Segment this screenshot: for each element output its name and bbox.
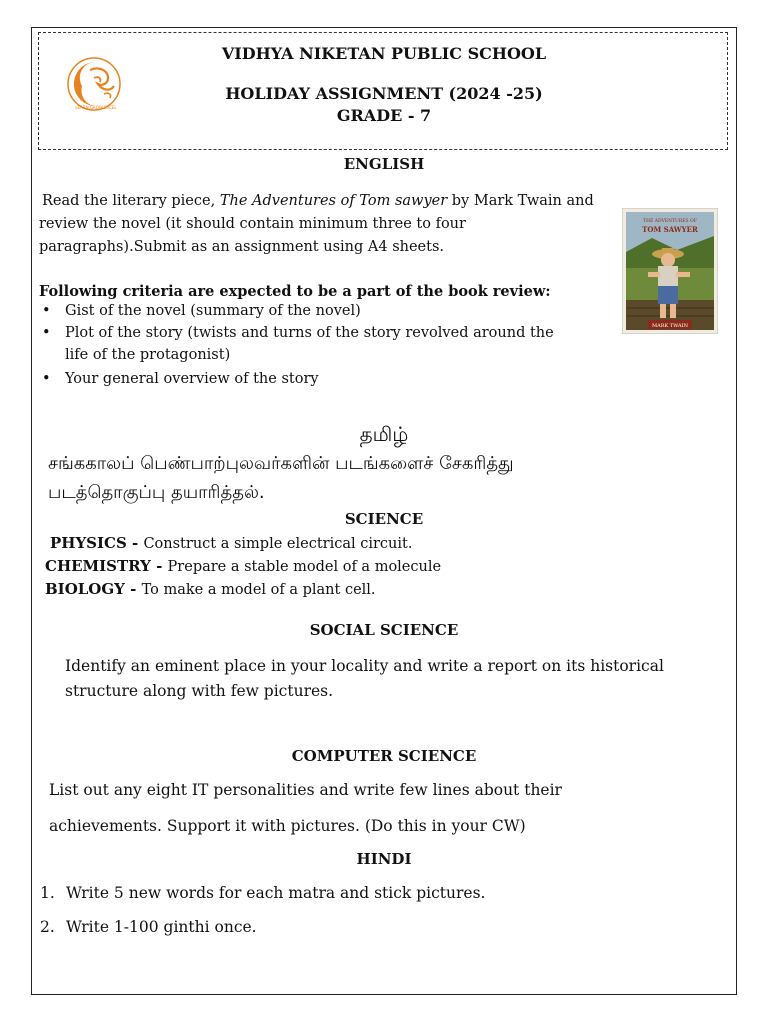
logo-motto: LEARN GROW EXCEL	[75, 105, 117, 110]
hindi-heading: HINDI	[356, 850, 412, 868]
social-line1: Identify an eminent place in your locality and write a report on its historical	[65, 657, 664, 675]
chemistry-label: CHEMISTRY -	[45, 557, 168, 575]
hindi-item-text: Write 1-100 ginthi once.	[66, 918, 257, 936]
science-heading: SCIENCE	[344, 510, 424, 528]
book-title-text: TOM SAWYER	[642, 225, 698, 234]
physics-line	[50, 532, 412, 556]
criteria-item: • Your general overview of the story	[39, 368, 599, 390]
grade-label: GRADE - 7	[336, 106, 432, 125]
physics-text: Construct a simple electrical circuit.	[143, 536, 413, 552]
tamil-line1: சங்ககாலப் பெண்பாற்புலவர்களின் படங்களைச் சேகரித்து	[48, 453, 514, 474]
biology-label: BIOLOGY -	[45, 580, 142, 598]
hindi-item-number: 2.	[40, 918, 55, 936]
intro-line2: review the novel (it should contain minimum three to four	[39, 216, 466, 232]
tamil-line2: படத்தொகுப்பு தயாரித்தல்.	[48, 482, 265, 503]
criteria-heading: Following criteria are expected to be a part of the book review:	[39, 283, 551, 300]
school-name: VIDHYA NIKETAN PUBLIC SCHOOL	[221, 44, 547, 63]
criteria-list	[39, 300, 599, 390]
hindi-item-text: Write 5 new words for each matra and stick pictures.	[66, 884, 486, 902]
physics-label: PHYSICS -	[50, 534, 144, 552]
social-text	[65, 654, 664, 704]
computer-line2: achievements. Support it with pictures. (Do this in your CW)	[49, 817, 526, 835]
computer-line1: List out any eight IT personalities and write few lines about their	[49, 781, 562, 799]
intro-post: by Mark Twain and	[447, 193, 594, 209]
tamil-heading: தமிழ்	[359, 422, 409, 446]
computer-heading: COMPUTER SCIENCE	[291, 747, 477, 765]
assignment-title: HOLIDAY ASSIGNMENT (2024 -25)	[225, 84, 543, 103]
hindi-item	[40, 918, 257, 936]
book-author-text: MARK TWAIN	[651, 323, 689, 329]
hindi-item	[40, 884, 485, 902]
intro-pre: Read the literary piece,	[42, 193, 220, 209]
english-intro	[39, 190, 629, 259]
english-heading: ENGLISH	[343, 155, 425, 173]
book-top-text: THE ADVENTURES OF	[643, 219, 697, 224]
novel-title: The Adventures of Tom sawyer	[219, 193, 448, 209]
social-heading: SOCIAL SCIENCE	[309, 621, 459, 639]
book-cover-image	[622, 208, 718, 334]
chemistry-line	[45, 555, 441, 579]
intro-line3: paragraphs).Submit as an assignment using A4 sheets.	[39, 239, 445, 255]
chemistry-text: Prepare a stable model of a molecule	[167, 559, 442, 575]
biology-line	[45, 578, 376, 602]
hindi-item-number: 1.	[40, 884, 55, 902]
social-line2: structure along with few pictures.	[65, 682, 334, 700]
biology-text: To make a model of a plant cell.	[141, 582, 376, 598]
criteria-item: • Gist of the novel (summary of the novel)	[39, 300, 599, 322]
criteria-item: • Plot of the story (twists and turns of the story revolved around the life of the protagonist)	[39, 322, 599, 366]
